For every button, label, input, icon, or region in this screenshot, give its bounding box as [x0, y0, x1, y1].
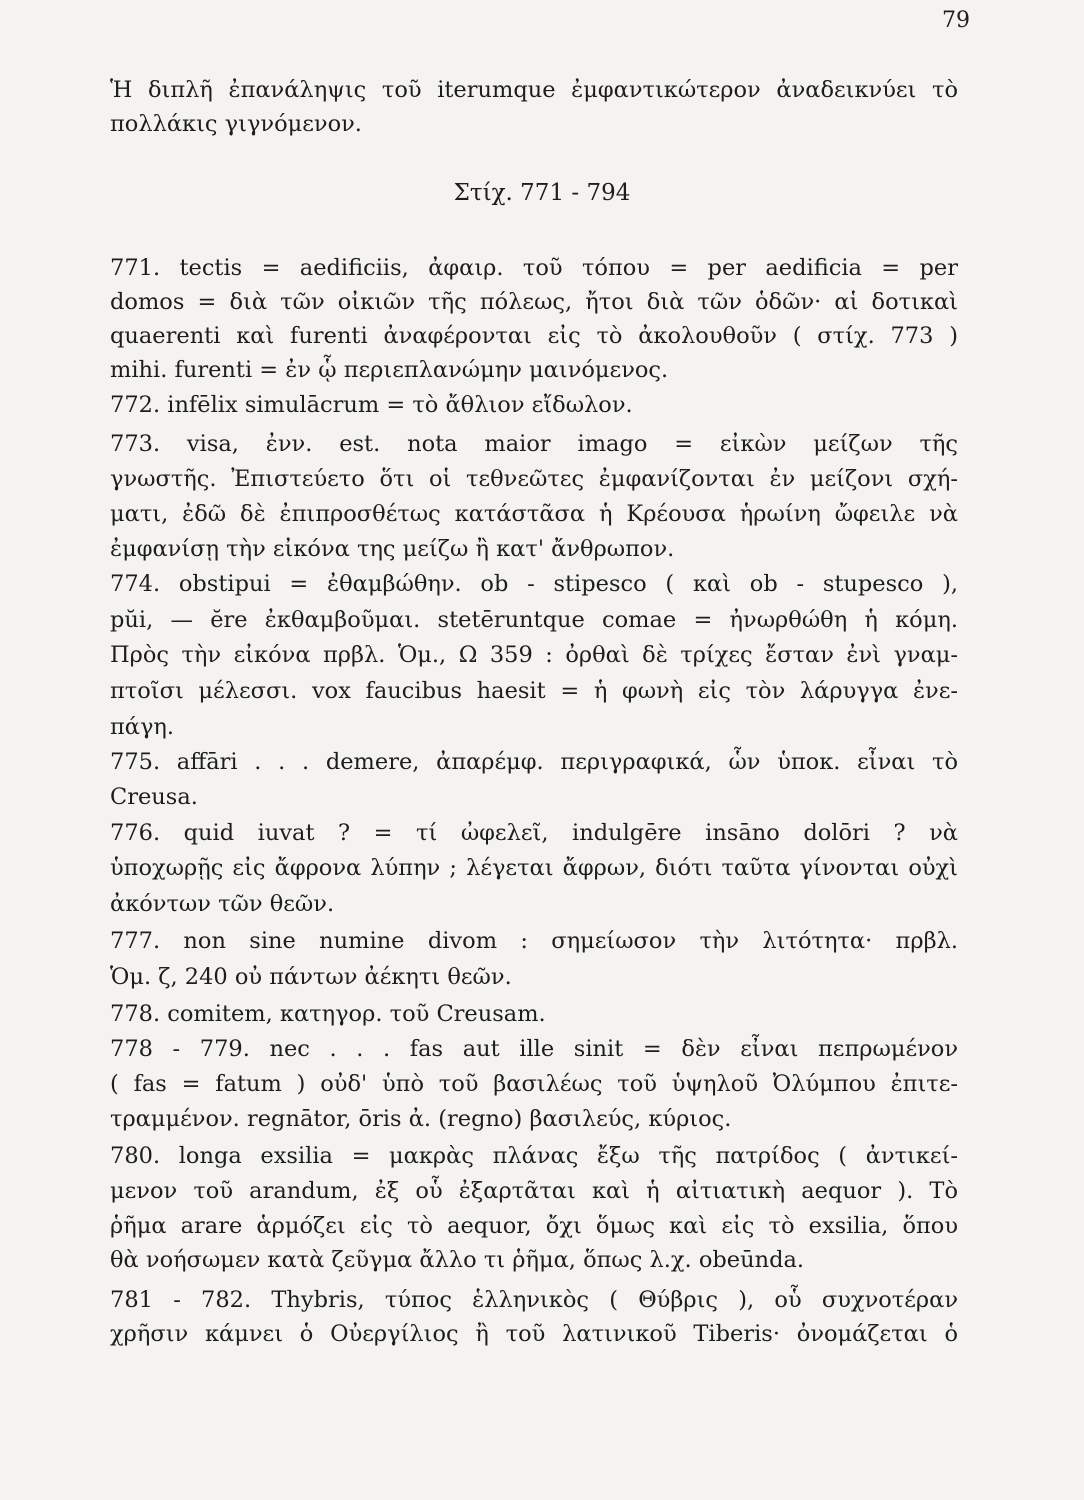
- body-line: πάγη.: [110, 714, 175, 740]
- body-line: ( fas = fatum ) οὐδ' ὑπὸ τοῦ βασιλέως τοῦ ὑψηλοῦ Ὀλύμπου ἐπιτε-: [110, 1071, 958, 1097]
- body-line: 771. tectis = aedificiis, ἀφαιρ. τοῦ τόπου = per aedificia = per: [110, 255, 958, 281]
- body-line: mihi. furenti = ἐν ᾧ περιεπλανώμην μαινόμενος.: [110, 357, 669, 383]
- body-line: πτοῖσι μέλεσσι. vox faucibus haesit = ἡ φωνὴ εἰς τὸν λάρυγγα ἐνε-: [110, 678, 958, 704]
- section-heading: Στίχ. 771 - 794: [453, 180, 631, 206]
- body-line: pŭi, — ĕre ἐκθαμβοῦμαι. stetēruntque comae = ἠνωρθώθη ἡ κόμη.: [110, 607, 958, 633]
- body-line: 776. quid iuvat ? = τί ὠφελεῖ, indulgēre insāno dolōri ? νὰ: [110, 820, 958, 846]
- body-line: 778 - 779. nec . . . fas aut ille sinit = δὲν εἶναι πεπρωμένον: [110, 1036, 958, 1062]
- body-line: ἀκόντων τῶν θεῶν.: [110, 891, 335, 917]
- body-line: 774. obstipui = ἐθαμβώθην. ob - stipesco ( καὶ ob - stupesco ),: [110, 571, 958, 597]
- body-line: 775. affāri . . . demere, ἀπαρέμφ. περιγραφικά, ὧν ὑποκ. εἶναι τὸ: [110, 749, 958, 775]
- body-line: γνωστῆς. Ἐπιστεύετο ὅτι οἱ τεθνεῶτες ἐμφανίζονται ἐν μείζονι σχή-: [110, 466, 958, 492]
- body-line: 780. longa exsilia = μακρὰς πλάνας ἔξω τῆς πατρίδος ( ἀντικεί-: [110, 1143, 958, 1169]
- intro-line: Ἡ διπλῆ ἐπανάληψις τοῦ iterumque ἐμφαντικώτερον ἀναδεικνύει τὸ: [110, 77, 958, 103]
- body-line: ὑποχωρῇς εἰς ἄφρονα λύπην ; λέγεται ἄφρων, διότι ταῦτα γίνονται οὐχὶ: [110, 855, 958, 881]
- body-line: 772. infēlix simulācrum = τὸ ἄθλιον εἴδωλον.: [110, 392, 633, 418]
- body-line: 778. comitem, κατηγορ. τοῦ Creusam.: [110, 1001, 546, 1027]
- intro-line: πολλάκις γιγνόμενον.: [110, 111, 362, 137]
- body-line: Ὁμ. ζ, 240 οὐ πάντων ἀέκητι θεῶν.: [110, 964, 512, 990]
- body-line: ἐμφανίσῃ τὴν εἰκόνα της μείζω ἢ κατ' ἄνθρωπον.: [110, 536, 675, 562]
- body-line: 781 - 782. Thybris, τύπος ἑλληνικὸς ( Θύβρις ), οὗ συχνοτέραν: [110, 1287, 958, 1313]
- body-line: 777. non sine numine divom : σημείωσον τὴν λιτότητα· πρβλ.: [110, 928, 958, 954]
- body-line: ματι, ἐδῶ δὲ ἐπιπροσθέτως κατάστᾶσα ἡ Κρέουσα ἡρωίνη ὤφειλε νὰ: [110, 501, 958, 527]
- body-line: μενον τοῦ arandum, ἐξ οὗ ἐξαρτᾶται καὶ ἡ αἰτιατικὴ aequor ). Τὸ: [110, 1178, 958, 1204]
- body-line: domos = διὰ τῶν οἰκιῶν τῆς πόλεως, ἤτοι διὰ τῶν ὁδῶν· αἱ δοτικαὶ: [110, 289, 958, 315]
- body-line: τραμμένον. regnātor, ōris ἀ. (regno) βασιλεύς, κύριος.: [110, 1106, 732, 1132]
- page-number: 79: [942, 8, 970, 33]
- body-line: 773. visa, ἐνν. est. nota maior imago = εἰκὼν μείζων τῆς: [110, 431, 958, 457]
- body-line: Creusa.: [110, 784, 198, 810]
- body-line: χρῆσιν κάμνει ὁ Οὐεργίλιος ἢ τοῦ λατινικοῦ Tiberis· ὀνομάζεται ὁ: [110, 1321, 958, 1347]
- body-line: ῥῆμα arare ἁρμόζει εἰς τὸ aequor, ὄχι ὅμως καὶ εἰς τὸ exsilia, ὅπου: [110, 1213, 958, 1239]
- body-line: quaerenti καὶ furenti ἀναφέρονται εἰς τὸ ἀκολουθοῦν ( στίχ. 773 ): [110, 323, 958, 349]
- body-line: Πρὸς τὴν εἰκόνα πρβλ. Ὁμ., Ω 359 : ὀρθαὶ δὲ τρίχες ἔσταν ἐνὶ γναμ-: [110, 642, 958, 668]
- body-line: θὰ νοήσωμεν κατὰ ζεῦγμα ἄλλο τι ῥῆμα, ὅπως λ.χ. obeūnda.: [110, 1247, 805, 1273]
